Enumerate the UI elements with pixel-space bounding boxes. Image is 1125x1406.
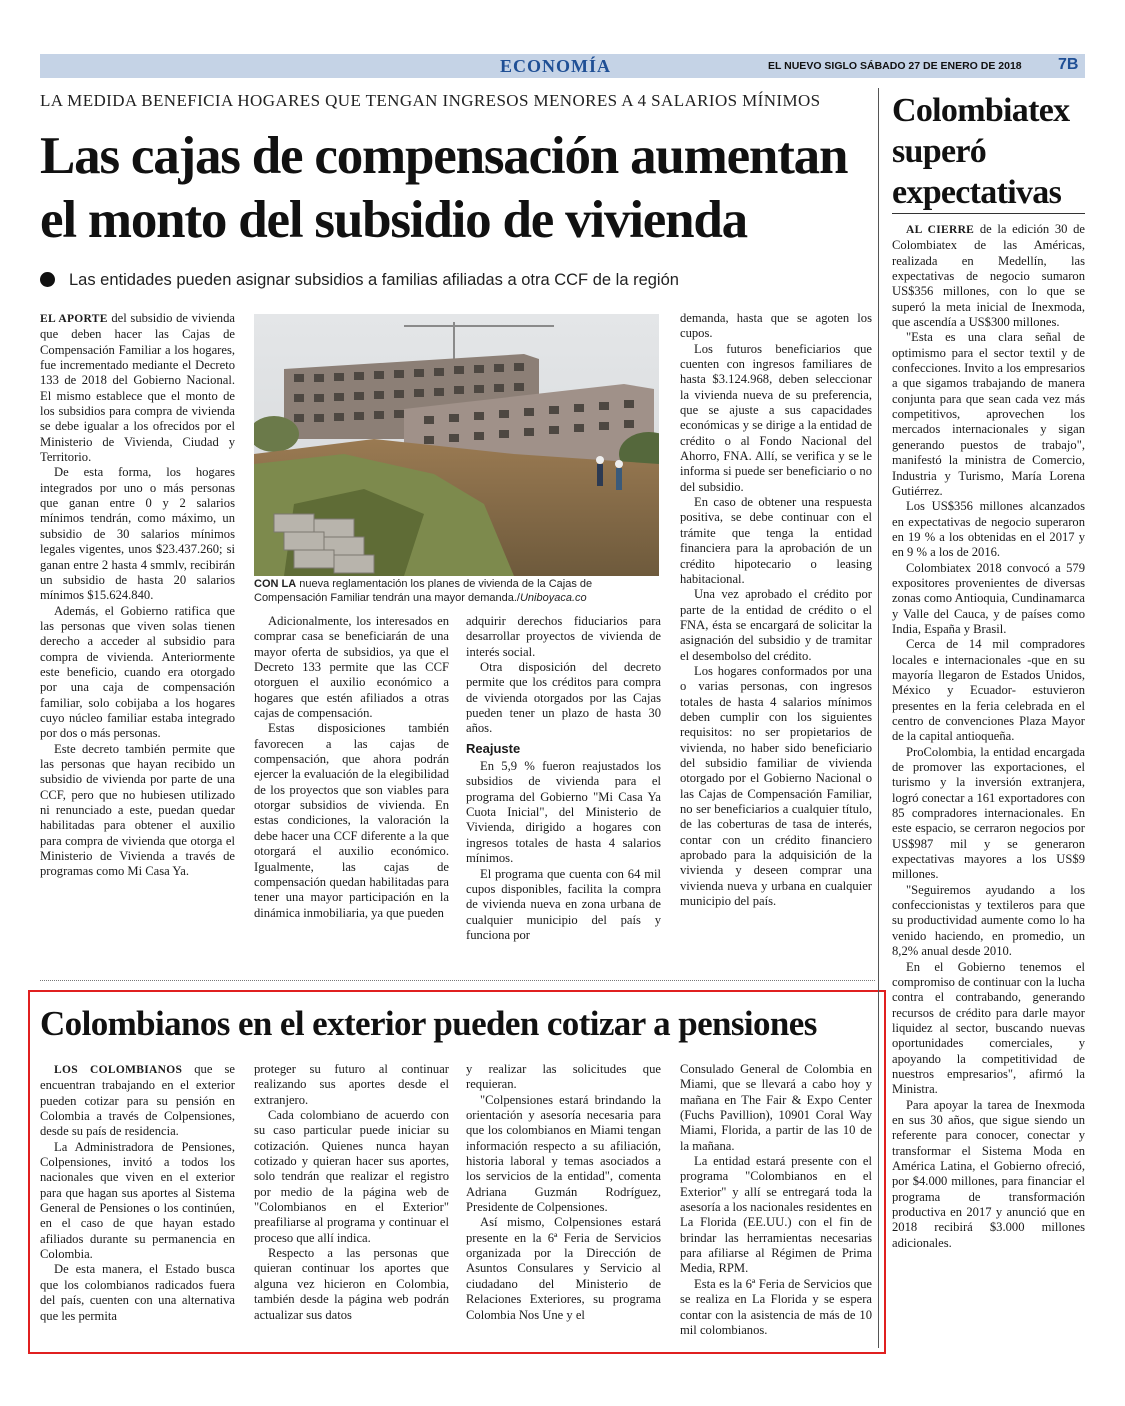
paragraph: Los hogares conformados por una o varias personas, con ingresos totales de hasta 4 salarios mínimos deben cumplir con los siguientes requisitos: no ser propietarios de vivienda, no haber sido beneficiario del subsidio familiar de vivienda otorgado por el Gobierno Nacional o las Cajas de Compensación Familiar, no ser beneficiarios a cualquier título, de las coberturas de tasa de interés, contar con un crédito financiero aprobado para la adquisición de la vivienda y deseen comprar una vivienda nueva y urbana en cualquier municipio del país. [680,663,872,909]
paragraph: Este decreto también permite que las personas que hayan recibido un subsidio de vivienda por parte de una CCF, pero que no hubiesen utilizado ni renunciado a este, puedan quedar habilitadas para obtener el auxilio para compra de vivienda que otorga el Ministerio de Vivienda a través de programas como Mi Casa Ya. [40,741,235,879]
column-rule [878,88,879,1348]
paragraph: Adicionalmente, los interesados en comprar casa se beneficiarán de una mayor oferta de subsidios, ya que el Decreto 133 permite que las CCF otorguen el auxilio económico a hogares que estén afiliados a otras cajas de compensación. [254,614,449,721]
paragraph: Estas disposiciones también favorecen a las cajas de compensación, que ahora podrán ejercer la evaluación de la elegibilidad de los proyectos que son viables para otorgar subsidios de vivienda. En estas condiciones, la valoración la debe hacer una CCF diferente a la que otorgará el auxilio económico. Igualmente, las cajas de compensación quedan habilitadas para tener una mayor participación en la dinámica inmobiliaria, ya que pueden [254,721,449,920]
photo-caption: CON LA nueva reglamentación los planes de vivienda de la Cajas de Compensación Familiar tendrán una mayor demanda./Uniboyaca.co [254,578,593,604]
paragraph: "Colpensiones estará brindando la orientación y asesoría necesaria para que los colombianos en Miami tengan información respecto a su afiliación, historia laboral y temas asociados a los servicios de la entidad", comenta Adriana Guzmán Rodríguez, Presidente de Colpensiones. [466,1092,661,1215]
pensions-column-1 [40,1062,235,1347]
caption-lead: CON LA [254,578,297,590]
pensions-column-3 [466,1062,661,1347]
construction-site-photo [254,314,659,576]
lead-word: AL CIERRE [906,224,975,236]
paragraph: Colombiatex 2018 convocó a 579 expositores provenientes de diversas zonas como Antioquia, Cundinamarca y Valle del Cauca, y de países como India, España y Brasil. [892,560,1085,636]
paragraph: Consulado General de Colombia en Miami, que se llevará a cabo hoy y mañana en The Fair & Expo Center (Fuchs Pavillion), 10901 Coral Way Miami, Florida, a partir de las 10 de la mañana. [680,1062,872,1153]
paragraph: El programa que cuenta con 64 mil cupos disponibles, facilita la compra de vivienda nueva en zona urbana de cualquier municipio del país y funciona por [466,866,661,942]
paragraph: Respecto a las personas que quieran continuar los aportes que alguna vez hicieron en Colombia, también desde la página web podrán actualizar sus datos [254,1246,449,1322]
subheading-reajuste: Reajuste [466,740,521,756]
pensions-column-4 [680,1062,872,1347]
paragraph: Así mismo, Colpensiones estará presente en la 6ª Feria de Servicios organizada por la Dirección de Asuntos Consulares y Servicio al ciudadano del Ministerio de Relaciones Exteriores, su programa Colombia Nos Une y el [466,1215,661,1322]
subhead-text: Las entidades pueden asignar subsidios a familias afiliadas a otra CCF de la región [69,271,679,289]
lead-word: LOS COLOMBIANOS [54,1064,183,1076]
publication-date: EL NUEVO SIGLO SÁBADO 27 DE ENERO DE 2018 [768,60,1022,72]
paragraph: En el Gobierno tenemos el compromiso de continuar con la lucha contra el contrabando, generando recursos de crédito para darle mayor liquidez al sector, buscando nuevas oportunidades comerciales, y apoyando la competitividad de nuestros empresarios", afirmó la Ministra. [892,959,1085,1097]
paragraph: En 5,9 % fueron reajustados los subsidios de vivienda para el programa del Gobierno "Mi Casa Ya Cuota Inicial", del Ministerio de Vivienda, dirigido a hogares con ingresos totales de hasta 4 salarios mínimos. [466,759,661,866]
paragraph: Otra disposición del decreto permite que los créditos para compra de vivienda otorgados por las Cajas pueden tener un plazo de hasta 30 años. [466,660,661,736]
section-name: ECONOMÍA [500,56,611,76]
paragraph: Además, el Gobierno ratifica que las personas que viven solas tienen derecho a acceder al subsidio para compra de vivienda. Anteriormente este beneficio, cuando era otorgado por una caja de compensación familiar, solo cobijaba a los hogares cuyo núcleo familiar estaba integrado por dos o más personas. [40,603,235,741]
main-subhead [40,271,880,290]
paragraph: demanda, hasta que se agoten los cupos. [680,311,872,341]
paragraph: "Esta es una clara señal de optimismo para el sector textil y de confecciones. Invito a los empresarios a que sigamos trabajando de manera conjunta para que sean cada vez más competitivos, aprovechen los mercados internacionales y sigan generando puestos de trabajo", manifestó la ministra de Comercio, Industria y Turismo, María Lorena Gutiérrez. [892,330,1085,498]
paragraph: adquirir derechos fiduciarios para desarrollar proyectos de vivienda de interés social. [466,614,661,659]
main-kicker: LA MEDIDA BENEFICIA HOGARES QUE TENGAN INGRESOS MENORES A 4 SALARIOS MÍNIMOS [40,91,821,110]
paragraph: Los futuros beneficiarios que cuenten con ingresos familiares de hasta $3.124.968, deben seleccionar la vivienda nueva de su preferencia, que se ajuste a sus capacidades económicas y se dirige a la entidad de crédito o al Fondo Nacional del Ahorro, FNA. Allí, se verifica y se le informa si puede ser beneficiario o no del subsidio. [680,341,872,494]
paragraph: Para apoyar la tarea de Inexmoda en sus 30 años, que sigue siendo un referente para conocer, conectar y transformar el Sistema Moda en América Latina, el Gobierno ofreció, por $4.000 millones, para financiar el programa de transformación productiva en 2017 y anunció que en 2018 recibirá $3.000 millones adicionales. [892,1097,1085,1250]
main-column-2 [254,614,449,964]
side-headline: Colombiatex superó expectativas [892,92,1070,211]
paragraph: proteger su futuro al continuar realizando sus aportes desde el extranjero. [254,1062,449,1107]
main-column-1 [40,311,235,961]
paragraph: Los US$356 millones alcanzados en expectativas de negocio superaron en 19 % a los obtenidas en el 2017 y en 9 % a los de 2016. [892,499,1085,560]
paragraph: Una vez aprobado el crédito por parte de la entidad de crédito o el FNA, ésta se encargará de solicitar la asignación del subsidio y de tramitar el desembolso del crédito. [680,587,872,663]
paragraph: "Seguiremos ayudando a los confeccionistas y textileros para que su productividad aumente como lo ha venido haciendo, en promedio, un 8,2% anual desde 2010. [892,882,1085,959]
main-column-4 [680,311,872,966]
pensions-column-2 [254,1062,449,1347]
paragraph: Cerca de 14 mil compradores locales e internacionales -que en su mayoría llegaron de Estados Unidos, México y Ecuador- estuvieron presentes en la feria celebrada en el centro de convenciones Plaza Mayor de la capital antioqueña. [892,637,1085,744]
paragraph: EL APORTE del subsidio de vivienda que deben hacer las Cajas de Compensación Familiar a los hogares, fue incrementado mediante el Decreto 133 de 2018 del Gobierno Nacional. El mismo establece que el monto de los subsidios para compra de vivienda se debe igualar a los ofrecidos por el Ministerio de Vivienda, Ciudad y Territorio. [40,311,235,465]
paragraph: AL CIERRE de la edición 30 de Colombiatex de las Américas, realizada en Medellín, las expectativas de negocio sumaron US$356 millones, con lo que se superó la meta inicial de Inexmoda, que ascendía a US$300 millones. [892,222,1085,330]
paragraph: La Administradora de Pensiones, Colpensiones, invitó a todos los nacionales que viven en el exterior para que hagan sus aportes al Sistema General de Pensiones o los continúen, en el caso de que hayan estado afiliados durante su permanencia en Colombia. [40,1139,235,1262]
lead-word: EL APORTE [40,313,108,325]
main-headline: Las cajas de compensación aumentan el monto del subsidio de vivienda [40,127,848,249]
paragraph: En caso de obtener una respuesta positiva, se debe continuar con el trámite que tenga la entidad financiera para la aprobación de un crédito hipotecario o leasing habitacional. [680,495,872,586]
paragraph: Esta es la 6ª Feria de Servicios que se realiza en La Florida y se espera contar con la asistencia de más de 10 mil colombianos. [680,1276,872,1337]
paragraph: y realizar las solicitudes que requieran. [466,1062,661,1092]
photo-credit: Uniboyaca.co [519,592,587,604]
paragraph: LOS COLOMBIANOS que se encuentran trabajando en el exterior pueden cotizar para su pensión en Colombia a través de Colpensiones, desde su país de residencia. [40,1062,235,1139]
side-column [892,222,1085,1354]
paragraph: La entidad estará presente con el programa "Colombianos en el Exterior" y allí se entregará toda la asesoría a los nacionales residentes en La Florida (EE.UU.) con el fin de brindar las herramientas necesarias para afiliarse al Régimen de Prima Media, RPM. [680,1154,872,1276]
side-headline-rule [892,213,1085,214]
bullet-icon [40,272,55,287]
paragraph: De esta manera, el Estado busca que los colombianos radicados fuera del país, cuenten con una alternativa que les permita [40,1262,235,1323]
paragraph: Cada colombiano de acuerdo con su caso particular puede iniciar su cotización. Quienes nunca hayan cotizado y quieran hacer sus aportes, solo tendrán que realizar el registro por medio de la página web de "Colombianos en el Exterior" preafiliarse al programa y continuar el proceso que allí indica. [254,1108,449,1245]
main-column-3 [466,614,661,964]
article-divider [40,980,875,981]
page-number: 7B [1058,56,1079,73]
paragraph: De esta forma, los hogares integrados por uno o más personas que ganan entre 0 y 2 salarios mínimos tendrán, como máximo, un subsidio de 30 salarios mínimos legales vigentes, unos $23.437.260; si ganan entre 2 hasta 4 smmlv, recibirán un subsidio de hasta 20 salarios mínimos $15.624.840. [40,465,235,603]
paragraph: ProColombia, la entidad encargada de promover las exportaciones, el turismo y la inversión extranjera, logró conectar a 161 exportadores con 85 compradores internacionales. En este espacio, se cerraron negocios por US$987 mil y se generaron expectativas mayores a los US$9 millones. [892,744,1085,882]
pensions-headline: Colombianos en el exterior pueden cotizar a pensiones [40,1004,817,1043]
